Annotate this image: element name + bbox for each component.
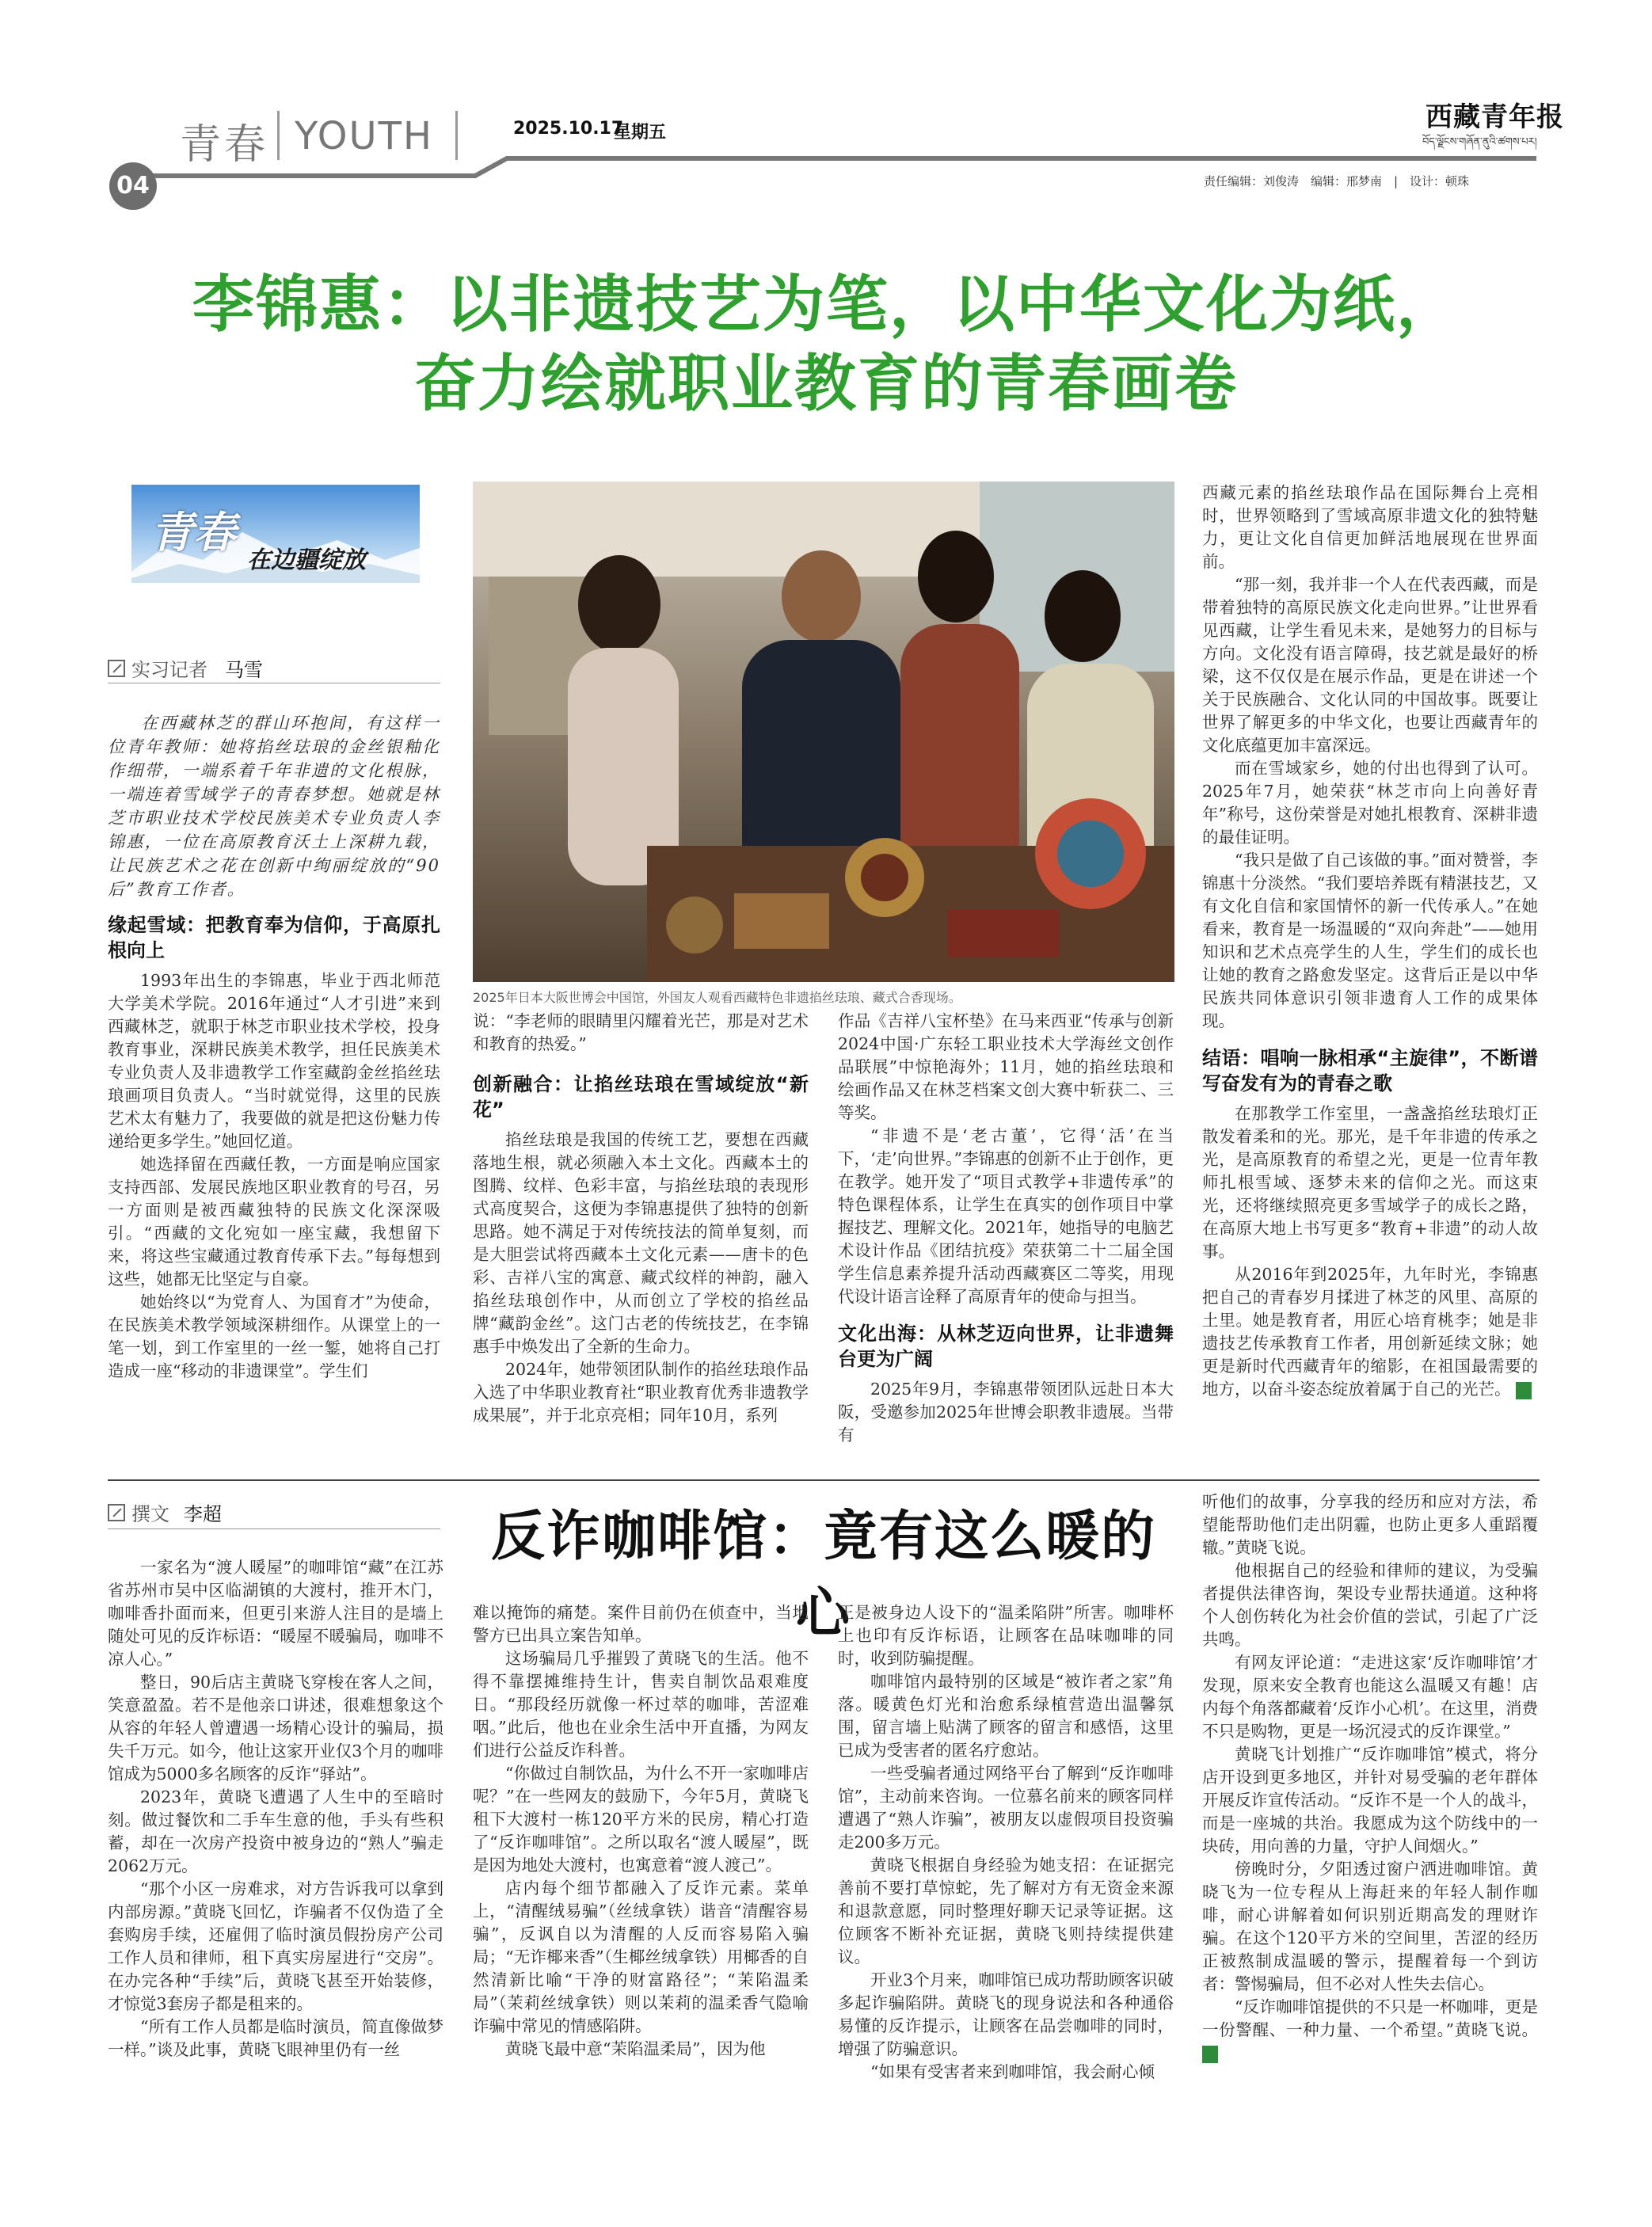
article1-column-3	[838, 1010, 1174, 1447]
article1-paragraph: 在那教学工作室里，一盏盏掐丝珐琅灯正散发着柔和的光。那光，是千年非遗的传承之光，是高原教育的希望之光，更是一位青年教师扎根雪域、逐梦未来的信仰之光。而这束光，还将继续照亮更多雪域学子的成长之路，在高原大地上书写更多“教育+非遗”的动人故事。	[1202, 1104, 1538, 1261]
article2-paragraph: 咖啡馆内最特别的区域是“被诈者之家”角落。暖黄色灯光和治愈系绿植营造出温馨氛围，留言墙上贴满了顾客的留言和感悟，这里已成为受害者的匿名疗愈站。	[838, 1672, 1174, 1760]
article2-paragraph: “你做过自制饮品，为什么不开一家咖啡店呢？”在一些网友的鼓励下，今年5月，黄晓飞租下大渡村一栋120平方米的民房，精心打造了“反诈咖啡馆”。之所以取名“渡人暖屋”，既是因为地处大渡村，也寓意着“渡人渡己”。	[473, 1764, 809, 1875]
article1-paragraph: 说：“李老师的眼睛里闪耀着光芒，那是对艺术和教育的热爱。”	[473, 1011, 809, 1053]
section-title-en: YOUTH	[295, 114, 434, 158]
article2-paragraph: 黄晓飞根据自身经验为她支招：在证据完善前不要打草惊蛇，先了解对方有无资金来源和退款意愿，同时整理好聊天记录等证据。这位顾客不断补充证据，黄晓飞则持续提供建议。	[838, 1856, 1174, 1966]
article2-paragraph: 听他们的故事，分享我的经历和应对方法，希望能帮助他们走出阴霾，也防止更多人重蹈覆辙。”黄晓飞说。	[1202, 1492, 1538, 1557]
article1-paragraph: “那一刻，我并非一个人在代表西藏，而是带着独特的高原民族文化走向世界。”让世界看见西藏，让学生看见未来，是她努力的目标与方向。文化没有语言障碍，技艺就是最好的桥梁，这不仅仅是在展示作品，更是在讲述一个关于民族融合、文化认同的中国故事。既要让世界了解更多的中华文化，也要让西藏青年的文化底蕴更加丰富深远。	[1202, 575, 1538, 755]
article1-paragraph: 而在雪域家乡，她的付出也得到了认可。2025年7月，她荣获“林芝市向上向善好青年”称号，这份荣誉是对她扎根教育、深耕非遗的最佳证明。	[1202, 759, 1538, 847]
article1-paragraph: 她始终以“为党育人、为国育才”为使命，在民族美术教学领域深耕细作。从课堂上的一笔一划，到工作室里的一丝一錾，她将自己打造成一座“移动的非遗课堂”。学生们	[108, 1292, 440, 1380]
end-mark-icon: 青	[1516, 1382, 1532, 1399]
article1-column-4	[1202, 482, 1560, 1401]
article2-column-2	[473, 1601, 809, 2061]
article1-paragraph: “非遗不是‘老古董’，它得‘活’在当下，‘走’向世界。”李锦惠的创新不止于创作，更在教学。她开发了“项目式教学+非遗传承”的特色课程体系，让学生在真实的创作项目中掌握技艺、理解文化。2021年，她指导的电脑艺术设计作品《团结抗疫》荣获第二十二届全国学生信息素养提升活动西藏赛区二等奖，用现代设计语言诠释了高原青年的使命与担当。	[838, 1126, 1174, 1306]
article2-paragraph: “所有工作人员都是临时演员，简直像做梦一样。”谈及此事，黄晓飞眼神里仍有一丝	[108, 2017, 443, 2059]
article1-intro: 在西藏林芝的群山环抱间，有这样一位青年教师：她将掐丝珐琅的金丝银釉化作细带，一端系着千年非遗的文化根脉，一端连着雪域学子的青春梦想。她就是林芝市职业技术学校民族美术专业负责人李锦惠，一位在高原教育沃土上深耕九载，让民族艺术之花在创新中绚丽绽放的“90后”教育工作者。	[108, 714, 440, 899]
article1-paragraph: “我只是做了自己该做的事。”面对赞誉，李锦惠十分淡然。“我们要培养既有精湛技艺，又有文化自信和家国情怀的新一代传承人。”在她看来，教育是一场温暖的“双向奔赴”——她用知识和艺术点亮学生的人生，学生们的成长也让她的教育之路愈发坚定。这背后正是以中华民族共同体意识引领非遗育人工作的成果体现。	[1202, 851, 1538, 1030]
byline-role: 撰文	[131, 1503, 169, 1525]
article2-paragraph: 难以掩饰的痛楚。案件目前仍在侦查中，当地警方已出具立案告知单。	[473, 1603, 809, 1645]
article2-paragraph: “如果有受害者来到咖啡馆，我会耐心倾	[870, 2062, 1155, 2081]
article2-paragraph	[1202, 1996, 1538, 2065]
article1-photo	[473, 482, 1174, 982]
article2-last-paragraph: “反诈咖啡馆提供的不只是一杯咖啡，更是一份警醒、一种力量、一个希望。”黄晓飞说。	[1202, 1997, 1538, 2039]
expo-photo-illustration	[473, 482, 1174, 982]
article1-paragraph: 掐丝珐琅是我国的传统工艺，要想在西藏落地生根，就必须融入本土文化。西藏本土的图腾、纹样、色彩丰富，与掐丝珐琅的表现形式高度契合，这便为李锦惠提供了独特的创新思路。她不满足于对传统技法的简单复刻，而是大胆尝试将西藏本土文化元素——唐卡的色彩、吉祥八宝的寓意、藏式纹样的神韵，融入掐丝珐琅创作中，从而创立了学校的掐丝品牌“藏韵金丝”。这门古老的传统技艺，在李锦惠手中焕发出了全新的生命力。	[473, 1130, 809, 1356]
article1-paragraph: 作品《吉祥八宝杯垫》在马来西亚“传承与创新2024中国·广东轻工职业技术大学海丝文创作品联展”中惊艳海外；11月，她的掐丝珐琅和绘画作品又在林芝档案文创大赛中斩获二、三等奖。	[838, 1011, 1174, 1122]
article1-headline-line1: 李锦惠：以非遗技艺为笔，以中华文化为纸，	[192, 269, 1460, 341]
article2-paragraph: 开业3个月来，咖啡馆已成功帮助顾客识破多起诈骗陷阱。黄晓飞的现身说法和各种通俗易懂的反诈提示，让顾客在品尝咖啡的同时，增强了防骗意识。	[838, 1970, 1174, 2058]
article-divider	[108, 1479, 1540, 1481]
article2-paragraph: 这场骗局几乎摧毁了黄晓飞的生活。他不得不靠摆摊维持生计，售卖自制饮品艰难度日。“那段经历就像一杯过萃的咖啡，苦涩难咽。”此后，他也在业余生活中开直播，为网友们进行公益反诈科普。	[473, 1649, 809, 1760]
article1-headline	[0, 265, 1652, 424]
article1-column-1	[108, 711, 440, 1383]
pen-icon	[108, 660, 125, 677]
article1-last-paragraph: 从2016年到2025年，九年时光，李锦惠把自己的青春岁月揉进了林芝的风里、高原的土里。她是教育者，用匠心培育桃李；她是非遗技艺传承教育工作者，用创新延续文脉；她更是新时代西藏青年的缩影，在祖国最需要的地方，以奋斗姿态绽放着属于自己的光芒。	[1202, 1265, 1538, 1399]
article2-paragraph: 一些受骗者通过网络平台了解到“反诈咖啡馆”，主动前来咨询。一位慕名前来的顾客同样遭遇了“熟人诈骗”，被朋友以虚假项目投资骗走200多万元。	[838, 1764, 1174, 1852]
article1-subhead-1: 缘起雪域：把教育奉为信仰，于高原扎根向上	[108, 914, 440, 961]
article1-subhead-4: 结语：唱响一脉相承“主旋律”，不断谱写奋发有为的青春之歌	[1202, 1047, 1538, 1094]
article1-paragraph: 她选择留在西藏任教，一方面是响应国家支持西部、发展民族地区职业教育的号召，另一方面则是被西藏独特的民族文化深深吸引。“西藏的文化宛如一座宝藏，我想留下来，将这些宝藏通过教育传承下去。”每每想到这些，她都无比坚定与自豪。	[108, 1155, 440, 1289]
article1-subhead-3: 文化出海：从林芝迈向世界，让非遗舞台更为广阔	[838, 1323, 1174, 1370]
newspaper-name: 西藏青年报	[1426, 101, 1564, 133]
section-title-cn: 青春	[180, 121, 269, 169]
article2-paragraph: 黄晓飞最中意“茉陷温柔局”，因为他	[505, 2039, 766, 2058]
article2-column-1	[108, 1556, 443, 2061]
byline-name: 马雪	[225, 659, 263, 681]
article2-paragraph: 他根据自己的经验和律师的建议，为受骗者提供法律咨询，架设专业帮扶通道。这种将个人创伤转化为社会价值的尝试，引起了广泛共鸣。	[1202, 1561, 1538, 1649]
article2-paragraph: 店内每个细节都融入了反诈元素。菜单上，“清醒绒易骗”（丝绒拿铁）谐音“清醒容易骗”，反讽自以为清醒的人反而容易陷入骗局；“无诈椰来香”（生椰丝绒拿铁）用椰香的自然清新比喻“干净的财富路径”；“茉陷温柔局”（茉莉丝绒拿铁）则以茉莉的温柔香气隐喻诈骗中常见的情感陷阱。	[473, 1879, 809, 2035]
issue-weekday: 星期五	[614, 123, 667, 143]
article2-column-3	[838, 1601, 1174, 2084]
newspaper-name-tibetan: བོད་ལྗོངས་གཞོན་ནུའི་ཚགས་པར།	[1422, 136, 1537, 148]
article2-paragraph: 2023年，黄晓飞遭遇了人生中的至暗时刻。做过餐饮和二手车生意的他，手头有些积蓄，却在一次房产投资中被身边的“熟人”骗走2062万元。	[108, 1787, 443, 1875]
article2-paragraph: 有网友评论道：“走进这家‘反诈咖啡馆’才发现，原来安全教育也能这么温暖又有趣！店内每个角落都藏着‘反诈小心机’。在这里，消费不只是购物，更是一场沉浸式的反诈课堂。”	[1202, 1653, 1538, 1741]
article1-headline-line2: 奋力绘就职业教育的青春画卷	[413, 348, 1238, 420]
end-mark-icon: 青	[1202, 2046, 1218, 2063]
pen-icon	[108, 1504, 125, 1521]
article2-paragraph: “那个小区一房难求，对方告诉我可以拿到内部房源。”黄晓飞回忆，诈骗者不仅伪造了全套购房手续，还雇佣了临时演员假扮房产公司工作人员和律师，租下真实房屋进行“交房”。在办完各种“手续”后，黄晓飞甚至开始装修，才惊觉3套房子都是租来的。	[108, 1879, 443, 2013]
column-badge-small: 在边疆绽放	[247, 546, 366, 574]
article1-column-2	[473, 1010, 809, 1427]
article1-paragraph: 2024年，她带领团队制作的掐丝珐琅作品入选了中华职业教育社“职业教育优秀非遗教学成果展”，并于北京亮相；同年10月，系列	[473, 1360, 809, 1425]
article1-paragraph	[1202, 1263, 1560, 1401]
byline-rule	[108, 1528, 440, 1529]
article2-paragraph: 黄晓飞计划推广“反诈咖啡馆”模式，将分店开设到更多地区，并针对易受骗的老年群体开展反诈宣传活动。“反诈不是一个人的战斗，而是一座城的共治。我愿成为这个防线中的一块砖，用向善的力量，守护人间烟火。”	[1202, 1745, 1538, 1856]
page-number-badge	[109, 162, 157, 210]
article1-photo-caption: 2025年日本大阪世博会中国馆，外国友人观看西藏特色非遗掐丝珐琅、藏式合香现场。	[473, 990, 961, 1005]
article1-byline	[108, 654, 263, 682]
article2-headline: 反诈咖啡馆：竟有这么暖的心	[490, 1505, 1156, 1645]
article1-paragraph: 西藏元素的掐丝珐琅作品在国际舞台上亮相时，世界领略到了雪域高原非遗文化的独特魅力，更让文化自信更加鲜活地展现在世界面前。	[1202, 483, 1538, 571]
article2-paragraph: 一家名为“渡人暖屋”的咖啡馆“藏”在江苏省苏州市吴中区临湖镇的大渡村，推开木门，咖啡香扑面而来，但更引来游人注目的是墙上随处可见的反诈标语：“暖屋不暖骗局，咖啡不凉人心。”	[108, 1558, 443, 1669]
column-badge-big: 青春	[150, 507, 236, 558]
byline-role: 实习记者	[131, 659, 207, 681]
article2-paragraph: 正是被身边人设下的“温柔陷阱”所害。咖啡杯上也印有反诈标语，让顾客在品味咖啡的同时，收到防骗提醒。	[838, 1603, 1174, 1668]
issue-date: 2025.10.17	[513, 119, 624, 139]
editor-credits: 责任编辑：刘俊涛 编辑：邢梦南 | 设计：顿珠	[1204, 174, 1470, 188]
article1-paragraph: 2025年9月，李锦惠带领团队远赴日本大阪，受邀参加2025年世博会职教非遗展。当带有	[838, 1380, 1174, 1445]
article2-paragraph: 傍晚时分，夕阳透过窗户洒进咖啡馆。黄晓飞为一位专程从上海赶来的年轻人制作咖啡，耐心讲解着如何识别近期高发的理财诈骗。在这个120平方米的空间里，苦涩的经历正被熬制成温暖的警示，提醒着每一个到访者：警惕骗局，但不必对人性失去信心。	[1202, 1860, 1538, 1993]
article1-subhead-2: 创新融合：让掐丝珐琅在雪域绽放“新花”	[473, 1073, 809, 1121]
page-number: 04	[116, 172, 150, 200]
article2-paragraph: 整日，90后店主黄晓飞穿梭在客人之间，笑意盈盈。若不是他亲口讲述，很难想象这个从容的年轻人曾遭遇一场精心设计的骗局，损失千万元。如今，他让这家开业仅3个月的咖啡馆成为5000多名顾客的反诈“驿站”。	[108, 1673, 443, 1784]
article2-byline	[108, 1498, 222, 1526]
column-badge	[131, 485, 420, 583]
article2-column-4	[1202, 1490, 1538, 2065]
byline-name: 李超	[184, 1503, 222, 1525]
article1-paragraph: 1993年出生的李锦惠，毕业于西北师范大学美术学院。2016年通过“人才引进”来到西藏林芝，就职于林芝市职业技术学校，投身教育事业，深耕民族美术教学，担任民族美术专业负责人及非遗教学工作室藏韵金丝掐丝珐琅画项目负责人。“当时就觉得，这里的民族艺术太有魅力了，我要做的就是把这份魅力传递给更多学生。”她回忆道。	[108, 971, 440, 1151]
